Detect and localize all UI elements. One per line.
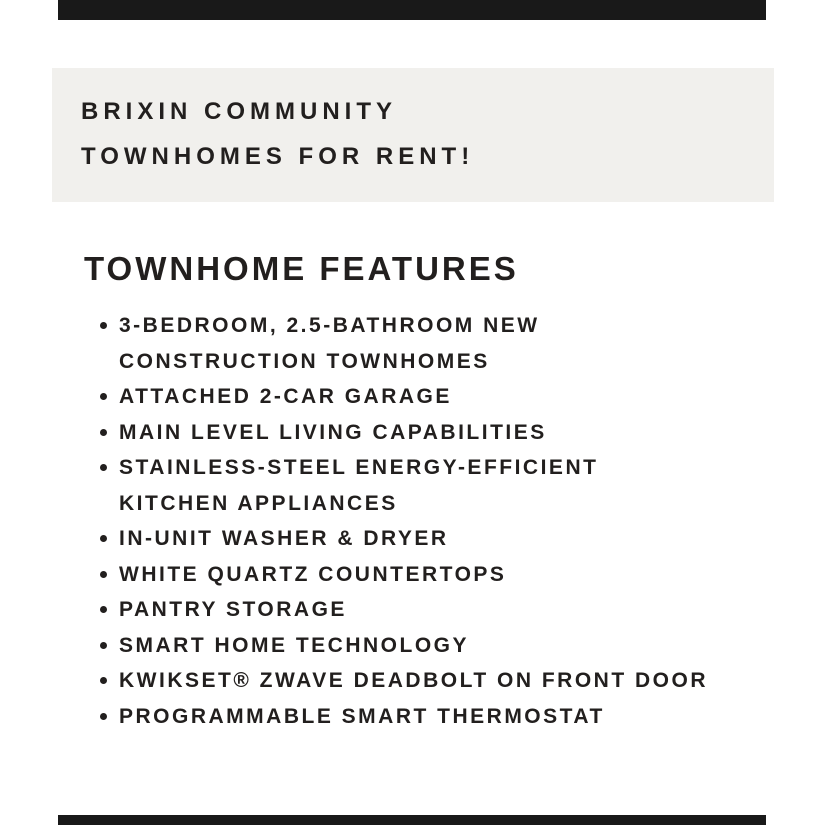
banner-title-line-2: TOWNHOMES FOR RENT! [81, 143, 475, 170]
list-item: SMART HOME TECHNOLOGY [100, 628, 714, 664]
list-item: MAIN LEVEL LIVING CAPABILITIES [100, 415, 714, 451]
bottom-banner-bar [58, 815, 766, 825]
banner-title-line-1: BRIXIN COMMUNITY [81, 98, 397, 125]
list-item: 3-BEDROOM, 2.5-BATHROOM NEW CONSTRUCTION TOWNHOMES [100, 308, 714, 379]
top-banner-bar [58, 0, 766, 20]
features-heading: TOWNHOME FEATURES [84, 250, 519, 287]
list-item: WHITE QUARTZ COUNTERTOPS [100, 557, 714, 593]
list-item: KWIKSET® ZWAVE DEADBOLT ON FRONT DOOR [100, 663, 714, 699]
list-item: PANTRY STORAGE [100, 592, 714, 628]
list-item: STAINLESS-STEEL ENERGY-EFFICIENT KITCHEN APPLIANCES [100, 450, 714, 521]
list-item: PROGRAMMABLE SMART THERMOSTAT [100, 699, 714, 735]
features-list [100, 308, 714, 734]
list-item: IN-UNIT WASHER & DRYER [100, 521, 714, 557]
list-item: ATTACHED 2-CAR GARAGE [100, 379, 714, 415]
community-banner [52, 68, 774, 202]
